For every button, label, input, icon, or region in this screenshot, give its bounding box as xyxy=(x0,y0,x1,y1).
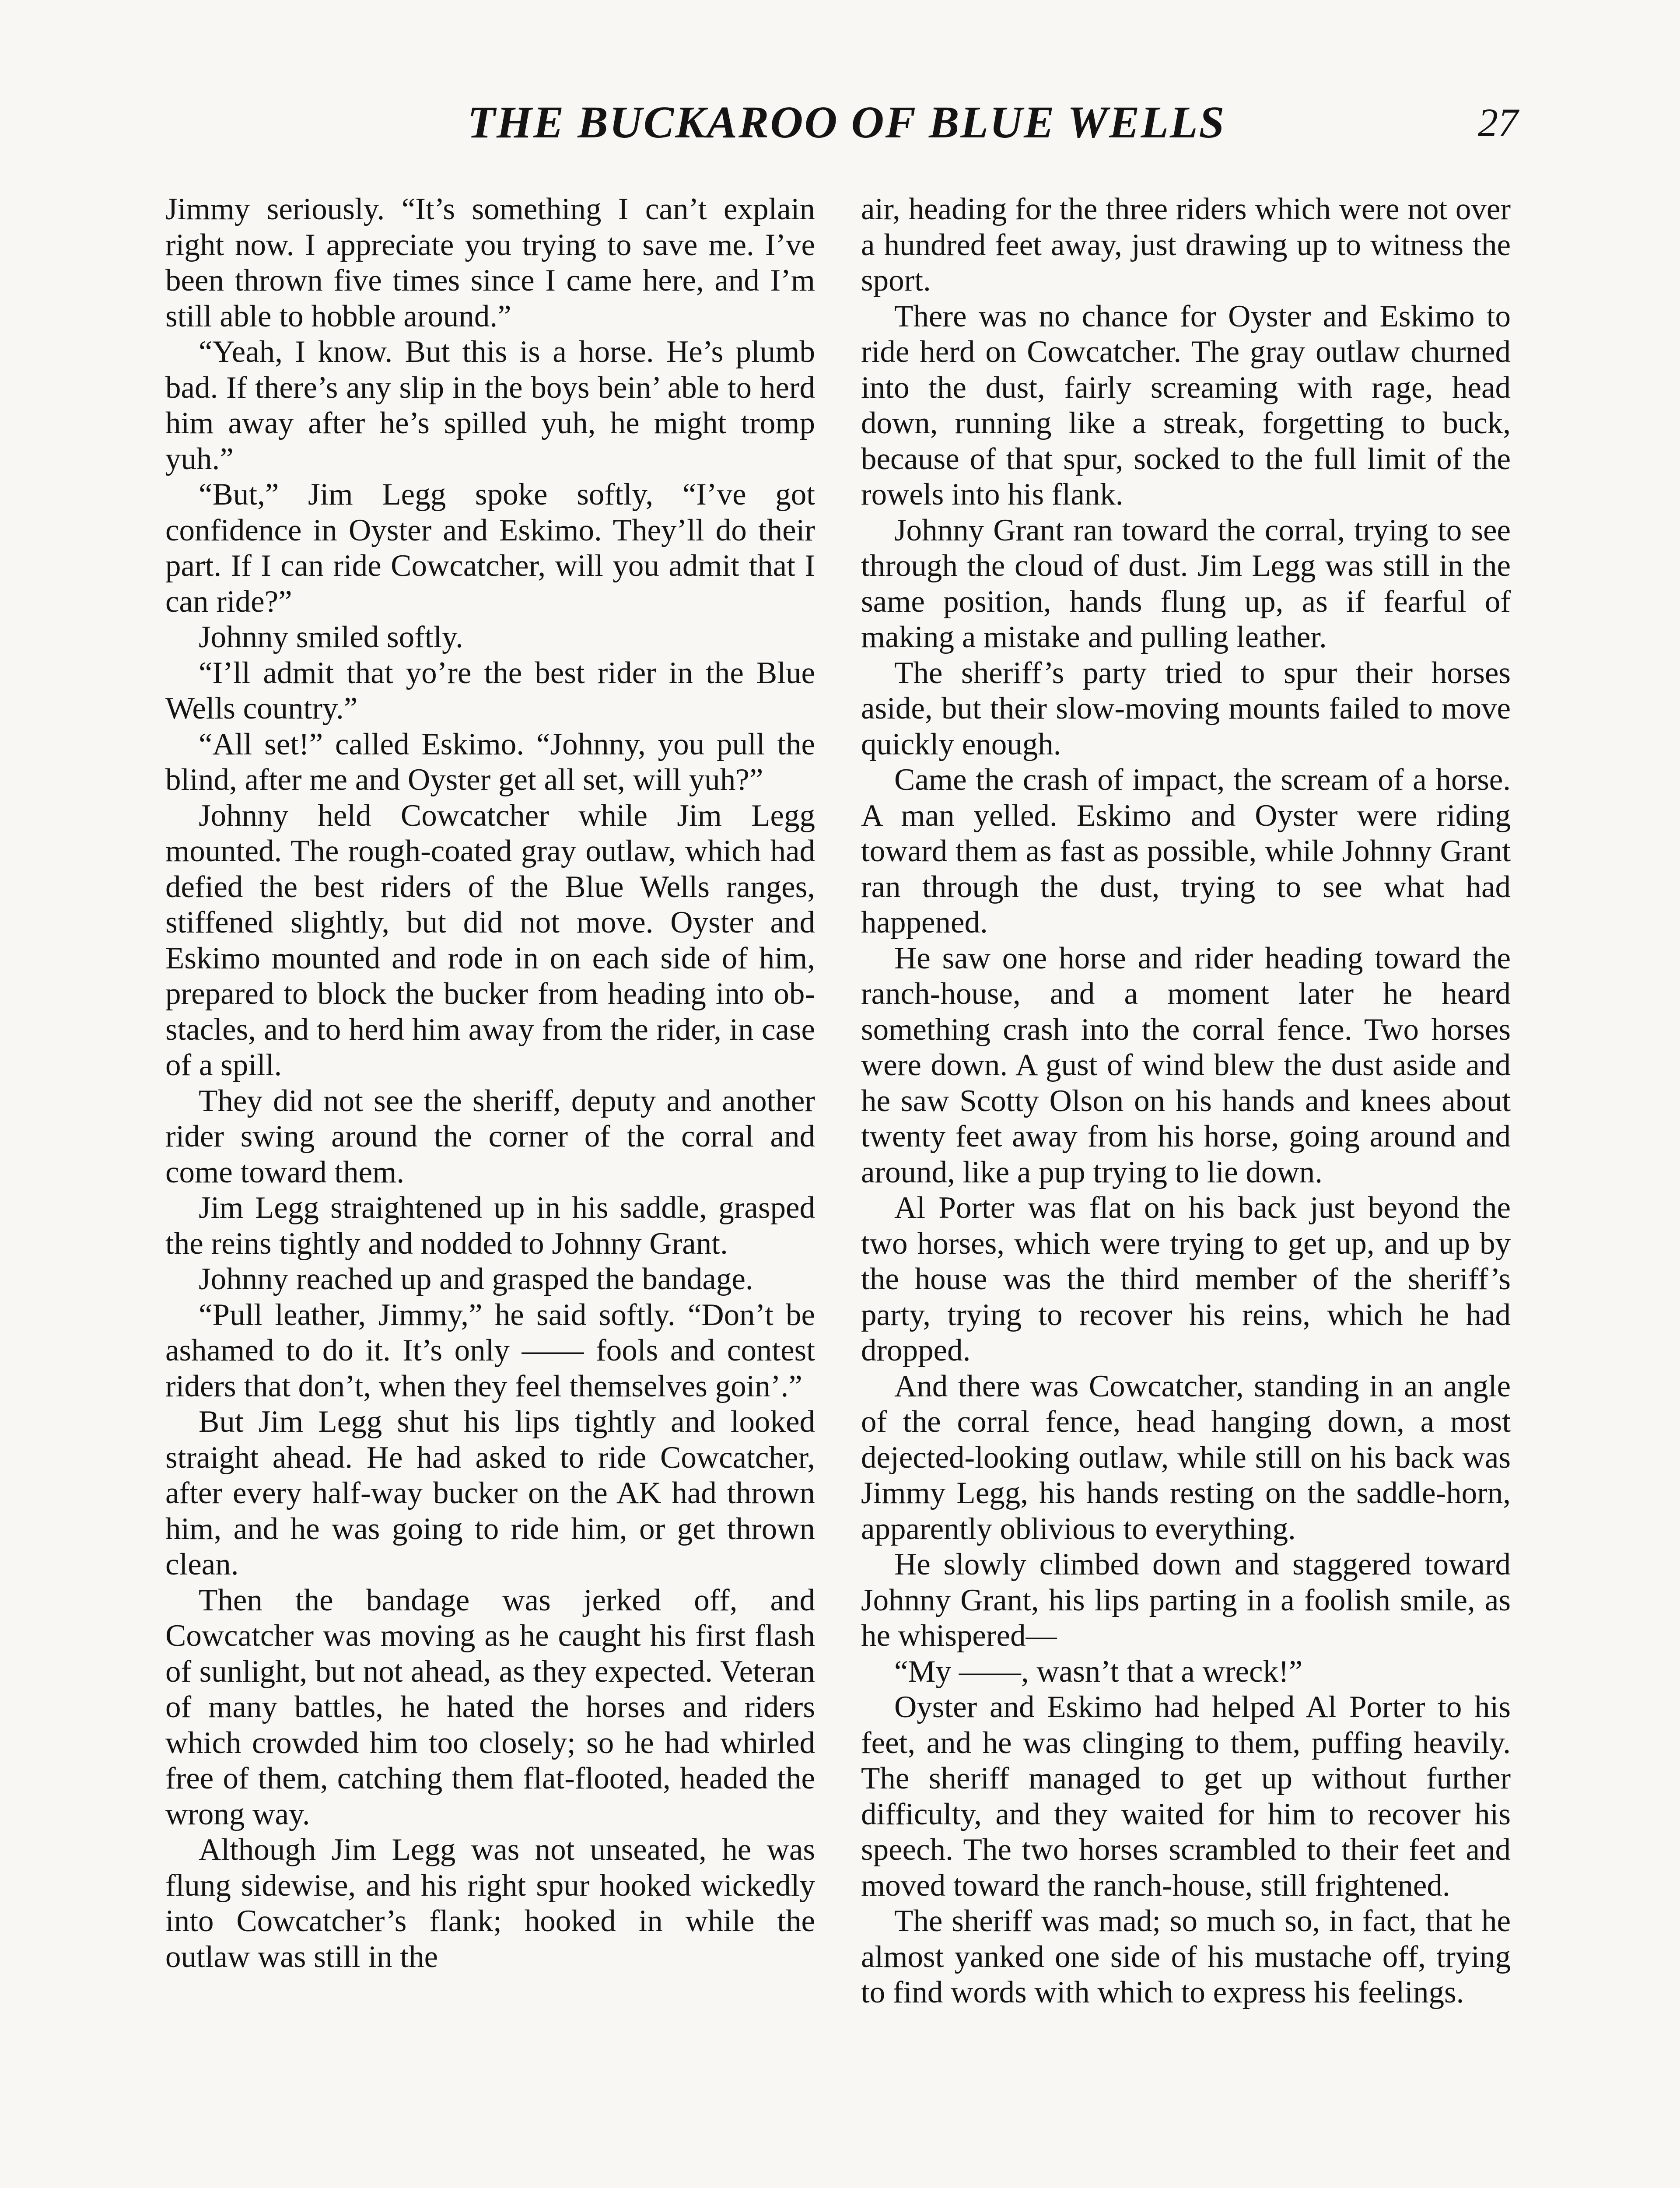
paragraph: Jimmy seriously. “It’s something I can’t explain right now. I appreciate you trying to save me. I’ve been thrown five times since I came here, and I’m still able to hobble around.” xyxy=(165,192,815,333)
running-title: THE BUCKAROO OF BLUE WELLS xyxy=(467,97,1226,147)
paragraph: “Pull leather, Jimmy,” he said softly. “Don’t be ashamed to do it. It’s only —— fools and contest riders that don’t, when they feel themselves goin’.” xyxy=(165,1297,815,1403)
paragraph: He slowly climbed down and staggered toward Johnny Grant, his lips parting in a foolish smile, as he whispered— xyxy=(861,1547,1511,1653)
right-column xyxy=(861,192,1511,2011)
paragraph: He saw one horse and rider heading toward the ranch-house, and a moment later he heard something crash into the corral fence. Two horses were down. A gust of wind blew the dust aside and he saw Scotty Olson on his hands and knees about twenty feet away from his horse, going around and around, like a pup trying to lie down. xyxy=(861,941,1511,1189)
paragraph: Johnny held Cowcatcher while Jim Legg mounted. The rough-coated gray outlaw, which had defied the best riders of the Blue Wells ranges, stiffened slightly, but did not move. Oyster and Eskimo mounted and rode in on each side of him, prepared to block the bucker from heading into obstacles, and to herd him away from the rider, in case of a spill. xyxy=(165,798,815,1082)
paragraph: “All set!” called Eskimo. “Johnny, you pull the blind, after me and Oyster get all set, will yuh?” xyxy=(165,727,815,797)
paragraph: Oyster and Eskimo had helped Al Porter to his feet, and he was clinging to them, puffing heavily. The sheriff managed to get up without further difficulty, and they waited for him to recover his speech. The two horses scrambled to their feet and moved toward the ranch-house, still frightened. xyxy=(861,1690,1511,1903)
paragraph: Then the bandage was jerked off, and Cowcatcher was moving as he caught his first flash of sunlight, but not ahead, as they expected. Veteran of many battles, he hated the horses and riders which crowded him too closely; so he had whirled free of them, catching them flat-flooted, headed the wrong way. xyxy=(165,1583,815,1831)
paragraph: Although Jim Legg was not unseated, he was flung sidewise, and his right spur hooked wickedly into Cowcatcher’s flank; hooked in while the outlaw was still in the xyxy=(165,1833,815,1974)
paragraph: The sheriff’s party tried to spur their horses aside, but their slow-moving mounts failed to move quickly enough. xyxy=(861,656,1511,761)
paragraph: Al Porter was flat on his back just beyond the two horses, which were trying to get up, and up by the house was the third member of the sheriff’s party, trying to recover his reins, which he had dropped. xyxy=(861,1191,1511,1368)
paragraph: air, heading for the three riders which were not over a hundred feet away, just drawing up to witness the sport. xyxy=(861,192,1511,298)
paragraph: The sheriff was mad; so much so, in fact, that he almost yanked one side of his mustache off, trying to find words with which to express his feelings. xyxy=(861,1904,1511,2009)
paragraph: “Yeah, I know. But this is a horse. He’s plumb bad. If there’s any slip in the boys bein’ able to herd him away after he’s spilled yuh, he might tromp yuh.” xyxy=(165,335,815,476)
running-header xyxy=(0,92,1680,153)
paragraph: There was no chance for Oyster and Eskimo to ride herd on Cowcatcher. The gray outlaw churned into the dust, fairly screaming with rage, head down, running like a streak, forgetting to buck, because of that spur, socked to the full limit of the rowels into his flank. xyxy=(861,299,1511,512)
paragraph: And there was Cowcatcher, standing in an angle of the corral fence, head hanging down, a most dejected-looking outlaw, while still on his back was Jimmy Legg, his hands resting on the saddle-horn, apparently oblivious to everything. xyxy=(861,1369,1511,1546)
paragraph: But Jim Legg shut his lips tightly and looked straight ahead. He had asked to ride Cowcatcher, after every half-way bucker on the AK had thrown him, and he was going to ride him, or get thrown clean. xyxy=(165,1405,815,1581)
left-column xyxy=(165,192,815,1975)
paragraph: Johnny reached up and grasped the bandage. xyxy=(199,1262,753,1296)
paragraph: Came the crash of impact, the scream of a horse. A man yelled. Eskimo and Oyster were riding toward them as fast as possible, while Johnny Grant ran through the dust, trying to see what had happened. xyxy=(861,763,1511,940)
paragraph: Johnny Grant ran toward the corral, trying to see through the cloud of dust. Jim Legg was still in the same position, hands flung up, as if fearful of making a mistake and pulling leather. xyxy=(861,513,1511,654)
paragraph: Johnny smiled softly. xyxy=(199,620,463,654)
paragraph: They did not see the sheriff, deputy and another rider swing around the corner of the corral and come toward them. xyxy=(165,1083,815,1189)
paragraph: “But,” Jim Legg spoke softly, “I’ve got confidence in Oyster and Eskimo. They’ll do their part. If I can ride Cowcatcher, will you admit that I can ride?” xyxy=(165,477,815,619)
paragraph: Jim Legg straightened up in his saddle, grasped the reins tightly and nodded to Johnny Grant. xyxy=(165,1191,815,1261)
paragraph: “My ——, wasn’t that a wreck!” xyxy=(894,1654,1303,1689)
page-number: 27 xyxy=(1478,100,1518,145)
paragraph: “I’ll admit that yo’re the best rider in the Blue Wells country.” xyxy=(165,656,815,726)
